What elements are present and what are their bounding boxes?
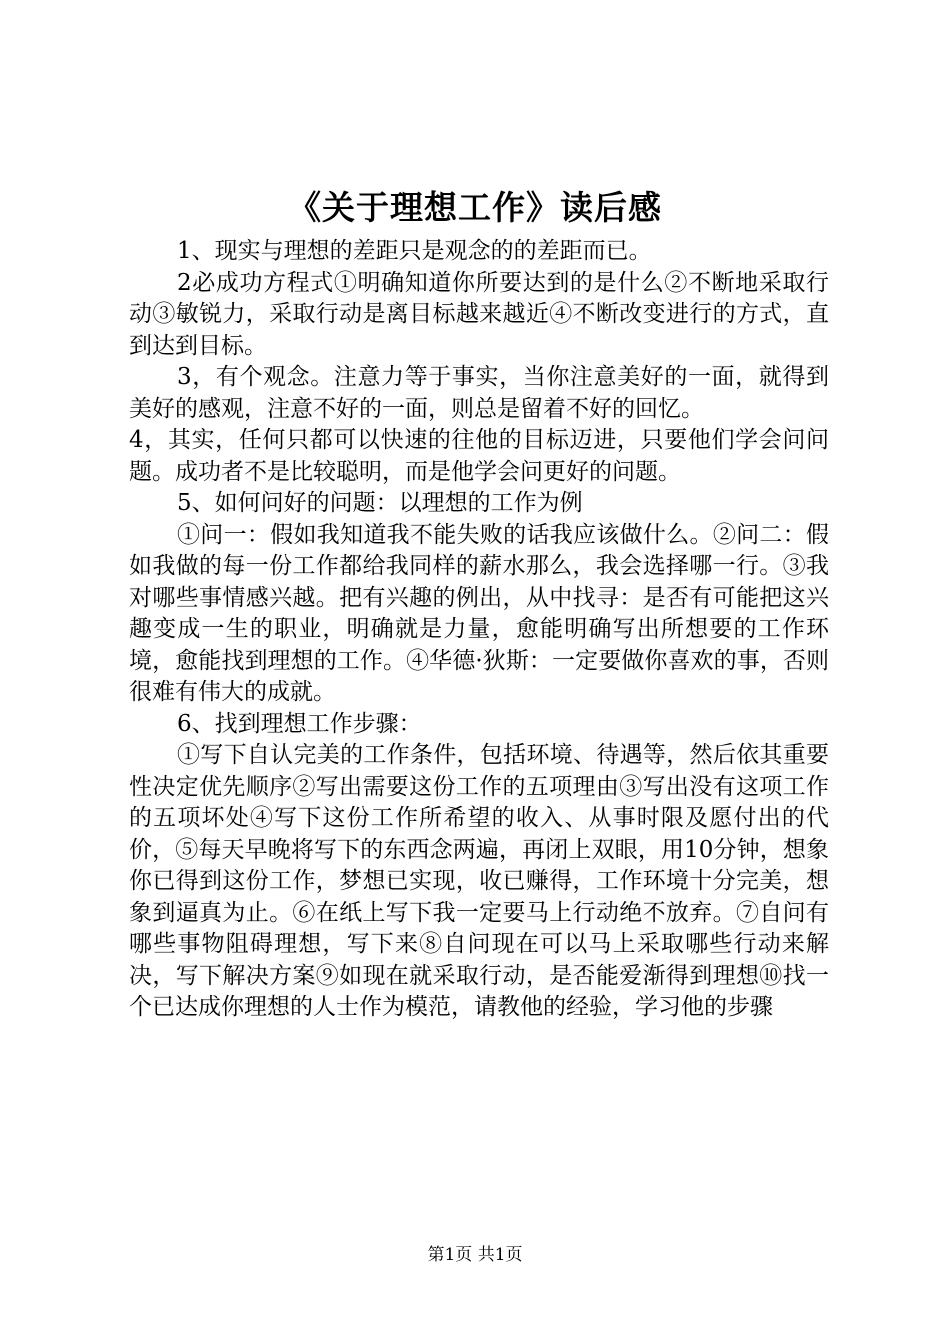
- paragraph-6: ①问一：假如我知道我不能失败的话我应该做什么。②问二：假如我做的每一份工作都给我同样的薪水那么，我会选择哪一行。③我对哪些事情感兴越。把有兴趣的例出，从中找寻：是否有可能把这兴趣变成一生的职业，明确就是力量，愈能明确写出所想要的工作环境，愈能找到理想的工作。④华德·狄斯：一定要做你喜欢的事，否则很难有伟大的成就。: [129, 521, 829, 705]
- page-footer: 第1页 共1页: [427, 1245, 523, 1265]
- paragraph-7: 6、找到理想工作步骤：: [177, 710, 422, 737]
- paragraph-1: 1、现实与理想的差距只是观念的的差距而已。: [177, 238, 652, 264]
- document-title: 《关于理想工作》读后感: [288, 188, 662, 227]
- paragraph-2: 2必成功方程式①明确知道你所要达到的是什么②不断地采取行动③敏锐力，采取行动是离目标越来越近④不断改变进行的方式，直到达到目标。: [129, 269, 829, 359]
- paragraph-3: 3，有个观念。注意力等于事实，当你注意美好的一面，就得到美好的感观，注意不好的一面，则总是留着不好的回忆。: [129, 364, 829, 422]
- paragraph-8: ①写下自认完美的工作条件，包括环境、待遇等，然后依其重要性决定优先顺序②写出需要这份工作的五项理由③写出没有这项工作的五项坏处④写下这份工作所希望的收入、从事时限及愿付出的代价，⑤每天早晚将写下的东西念两遍，再闭上双眼，用10分钟，想象你已得到这份工作，梦想已实现，收已赚得，工作环境十分完美，想象到逼真为止。⑥在纸上写下我一定要马上行动绝不放弃。⑦自问有哪些事物阻碍理想，写下来⑧自问现在可以马上采取哪些行动来解决，写下解决方案⑨如现在就采取行动，是否能爱渐得到理想⑩找一个已达成你理想的人士作为模范，请教他的经验，学习他的步骤: [129, 742, 829, 1020]
- paragraph-5: 5、如何问好的问题：以理想的工作为例: [177, 490, 583, 516]
- paragraph-4: 4，其实，任何只都可以快速的往他的目标迈进，只要他们学会问问题。成功者不是比较聪明，而是他学会问更好的问题。: [129, 427, 829, 485]
- document-body: [129, 236, 829, 1024]
